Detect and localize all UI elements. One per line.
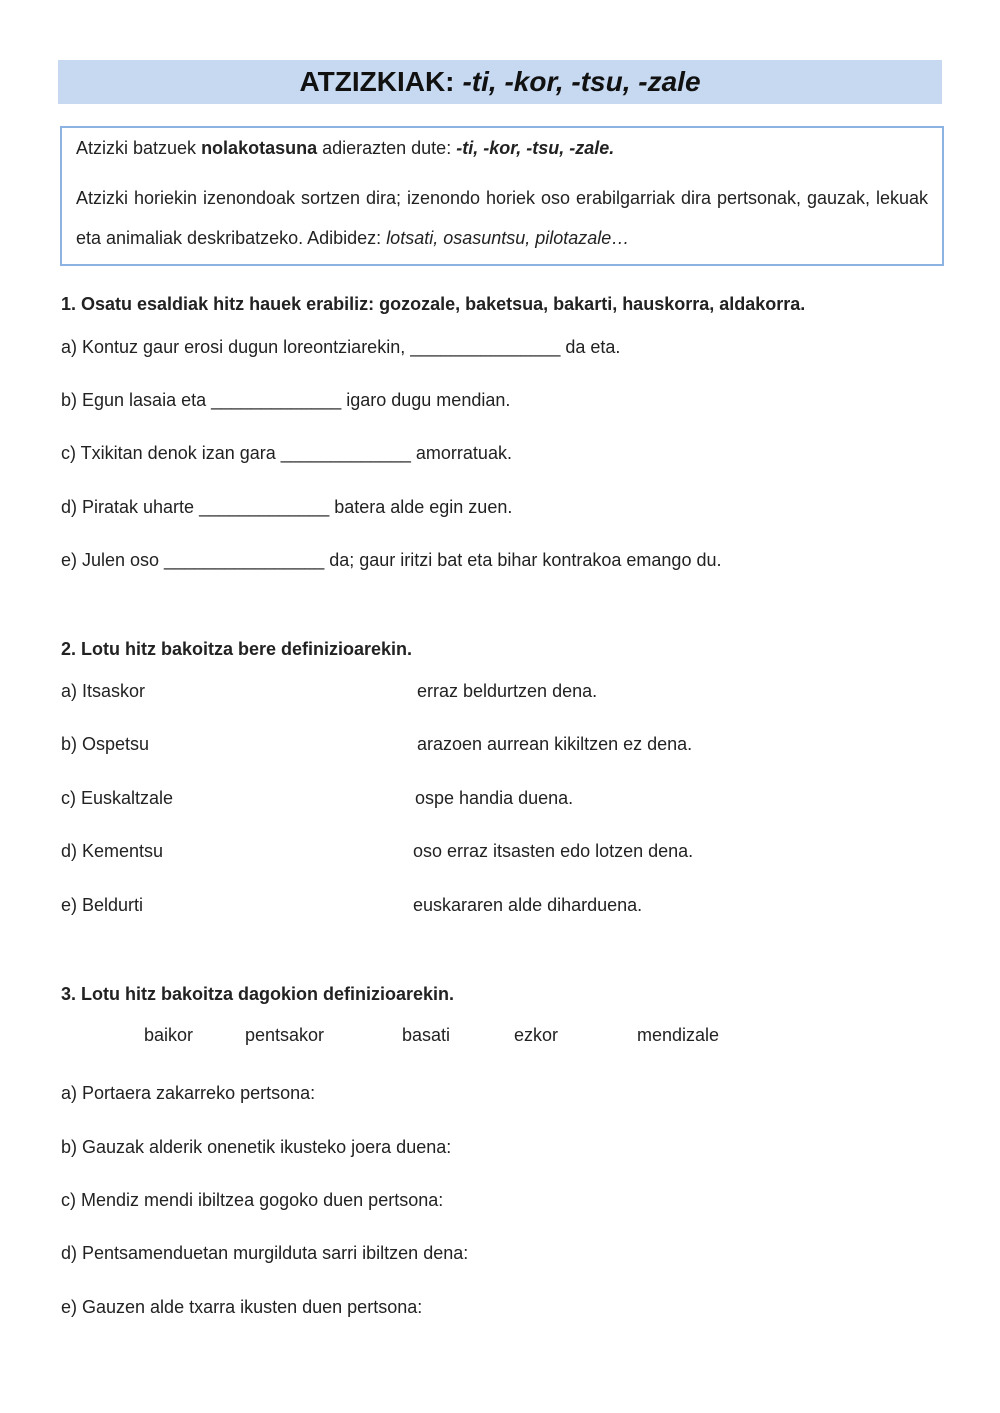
title-suffixes: -ti, -kor, -tsu, -zale [462, 66, 701, 97]
info-text: Atzizki horiekin izenondoak sortzen dira; izenondo horiek oso erabilgarriak dira pertsonak, gauzak, lekuak eta animaliak deskribatzeko. Adibidez: [76, 188, 928, 249]
exercise-2-word: e) Beldurti [61, 895, 144, 915]
exercise-2-definition: erraz beldurtzen dena. [417, 681, 598, 701]
exercise-3-title: 3. Lotu hitz bakoitza dagokion definizioarekin. [61, 984, 455, 1004]
info-text: adierazten dute: [317, 138, 457, 158]
exercise-2-word: b) Ospetsu [61, 734, 150, 754]
exercise-3-item-b: b) Gauzak alderik onenetik ikusteko joera duena: [61, 1137, 452, 1157]
exercise-2-title: 2. Lotu hitz bakoitza bere definizioarekin. [61, 639, 413, 659]
exercise-1-item-d: d) Piratak uharte _____________ batera alde egin zuen. [61, 497, 513, 517]
info-text: Atzizki batzuek [76, 138, 202, 158]
word-bank-item: ezkor [514, 1025, 559, 1045]
word-bank-item: mendizale [637, 1025, 720, 1045]
exercise-3-item-a: a) Portaera zakarreko pertsona: [61, 1083, 316, 1103]
exercise-2-word: d) Kementsu [61, 841, 164, 861]
info-suffix-list: -ti, -kor, -tsu, -zale. [456, 138, 615, 158]
info-box [60, 126, 944, 266]
exercise-1-title: 1. Osatu esaldiak hitz hauek erabiliz: gozozale, baketsua, bakarti, hauskorra, aldakorra. [61, 294, 806, 314]
exercise-1-item-b: b) Egun lasaia eta _____________ igaro dugu mendian. [61, 390, 511, 410]
exercise-2-definition: arazoen aurrean kikiltzen ez dena. [417, 734, 693, 754]
exercise-2-definition: ospe handia duena. [415, 788, 574, 808]
exercise-2-word: c) Euskaltzale [61, 788, 174, 808]
word-bank-item: basati [402, 1025, 451, 1045]
exercise-2-definition: euskararen alde diharduena. [413, 895, 643, 915]
exercise-1-item-e: e) Julen oso ________________ da; gaur iritzi bat eta bihar kontrakoa emango du. [61, 550, 722, 570]
exercise-3-item-d: d) Pentsamenduetan murgilduta sarri ibiltzen dena: [61, 1243, 469, 1263]
exercise-2-definition: oso erraz itsasten edo lotzen dena. [413, 841, 694, 861]
exercise-2-word: a) Itsaskor [61, 681, 146, 701]
word-bank-item: baikor [144, 1025, 194, 1045]
word-bank-item: pentsakor [245, 1025, 325, 1045]
info-examples: lotsati, osasuntsu, pilotazale… [386, 228, 630, 249]
page-title [58, 60, 942, 104]
info-paragraph-2 [76, 178, 928, 258]
exercise-1-item-a: a) Kontuz gaur erosi dugun loreontziarekin, _______________ da eta. [61, 337, 621, 357]
exercise-1-item-c: c) Txikitan denok izan gara _____________ amorratuak. [61, 443, 512, 463]
info-paragraph-1 [76, 136, 928, 160]
exercise-3-item-e: e) Gauzen alde txarra ikusten duen pertsona: [61, 1297, 423, 1317]
exercise-3-item-c: c) Mendiz mendi ibiltzea gogoko duen pertsona: [61, 1190, 444, 1210]
title-main: ATZIZKIAK: [299, 66, 455, 97]
info-bold-term: nolakotasuna [201, 138, 318, 158]
